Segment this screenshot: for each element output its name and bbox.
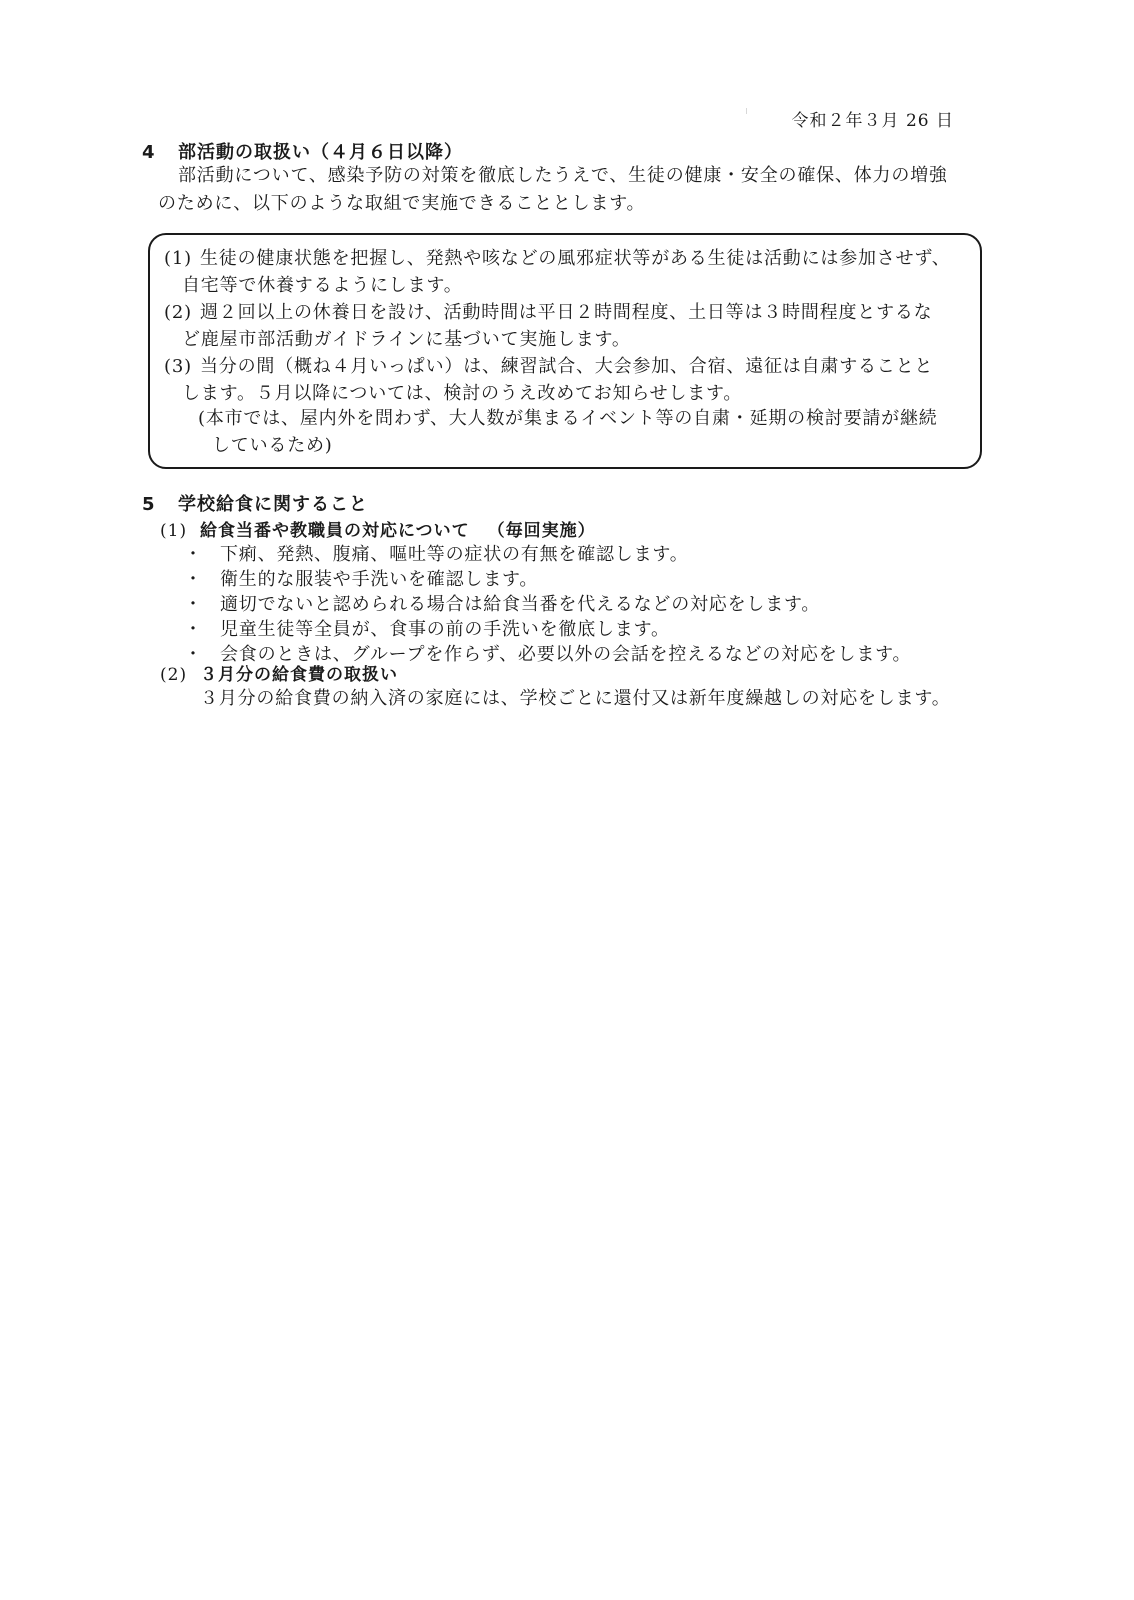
section5-sub1-extra: （毎回実施）	[487, 521, 596, 541]
section5-sub1-bullets	[184, 542, 911, 667]
section5-sub1-heading	[160, 516, 596, 541]
rule-item-3-line2: します。５月以降については、検討のうえ改めてお知らせします。	[182, 383, 743, 404]
section4-rules-box	[148, 233, 982, 469]
rule-note	[198, 405, 970, 459]
rule-item-1-mark: (1)	[164, 248, 192, 269]
section4-intro-line2: のために、以下のような取組で実施できることとします。	[158, 193, 646, 214]
section5-sub2-mark: (2)	[160, 665, 188, 685]
section5-title: 学校給食に関すること	[178, 494, 368, 515]
section5-sub2-heading	[160, 660, 398, 685]
section5-sub2-title: ３月分の給食費の取扱い	[200, 665, 398, 685]
bullet-mark: ・	[184, 594, 203, 615]
rule-note-line2: しているため)	[212, 435, 333, 456]
list-item	[184, 567, 911, 592]
rule-item-1	[164, 245, 970, 299]
bullet-text: 衛生的な服装や手洗いを確認します。	[220, 569, 539, 590]
section4-intro-line1: 部活動について、感染予防の対策を徹底したうえで、生徒の健康・安全の確保、体力の増強	[178, 165, 948, 186]
section5-number: 5	[142, 494, 156, 515]
rule-item-2-mark: (2)	[164, 302, 192, 323]
bullet-mark: ・	[184, 619, 203, 640]
bullet-text: 会食のときは、グループを作らず、必要以外の会話を控えるなどの対応をします。	[220, 644, 912, 665]
list-item	[184, 592, 911, 617]
list-item	[184, 617, 911, 642]
rule-item-2-line2: ど鹿屋市部活動ガイドラインに基づいて実施します。	[182, 329, 631, 350]
rule-item-1-line1: 生徒の健康状態を把握し、発熱や咳などの風邪症状等がある生徒は活動には参加させず、	[200, 248, 951, 269]
section4-title: 部活動の取扱い（４月６日以降）	[178, 142, 463, 163]
rule-item-3-mark: (3)	[164, 356, 192, 377]
section4-number: 4	[142, 142, 156, 163]
section5-heading	[142, 490, 368, 516]
bullet-mark: ・	[184, 544, 203, 565]
rule-item-2-line1: 週２回以上の休養日を設け、活動時間は平日２時間程度、土日等は３時間程度とするな	[200, 302, 933, 323]
bullet-mark: ・	[184, 644, 203, 665]
scan-mark	[746, 108, 747, 114]
section5-sub2-text: ３月分の給食費の納入済の家庭には、学校ごとに還付又は新年度繰越しの対応をします。	[200, 688, 951, 709]
list-item	[184, 542, 911, 567]
bullet-mark: ・	[184, 569, 203, 590]
section5-sub1-mark: (1)	[160, 521, 188, 541]
rule-item-3	[164, 353, 970, 407]
bullet-text: 児童生徒等全員が、食事の前の手洗いを徹底します。	[220, 619, 670, 640]
rule-note-line1: (本市では、屋内外を問わず、大人数が集まるイベント等の自粛・延期の検討要請が継続	[198, 408, 938, 429]
rule-item-3-line1: 当分の間（概ね４月いっぱい）は、練習試合、大会参加、合宿、遠征は自粛することと	[200, 356, 934, 377]
document-date: 令和２年３月 26 日	[791, 111, 954, 131]
rule-item-2	[164, 299, 970, 353]
section4-heading	[142, 138, 463, 164]
rule-item-1-line2: 自宅等で休養するようにします。	[182, 275, 463, 296]
section5-sub1-title: 給食当番や教職員の対応について	[200, 521, 470, 541]
bullet-text: 下痢、発熱、腹痛、嘔吐等の症状の有無を確認します。	[220, 544, 689, 565]
bullet-text: 適切でないと認められる場合は給食当番を代えるなどの対応をします。	[220, 594, 821, 615]
